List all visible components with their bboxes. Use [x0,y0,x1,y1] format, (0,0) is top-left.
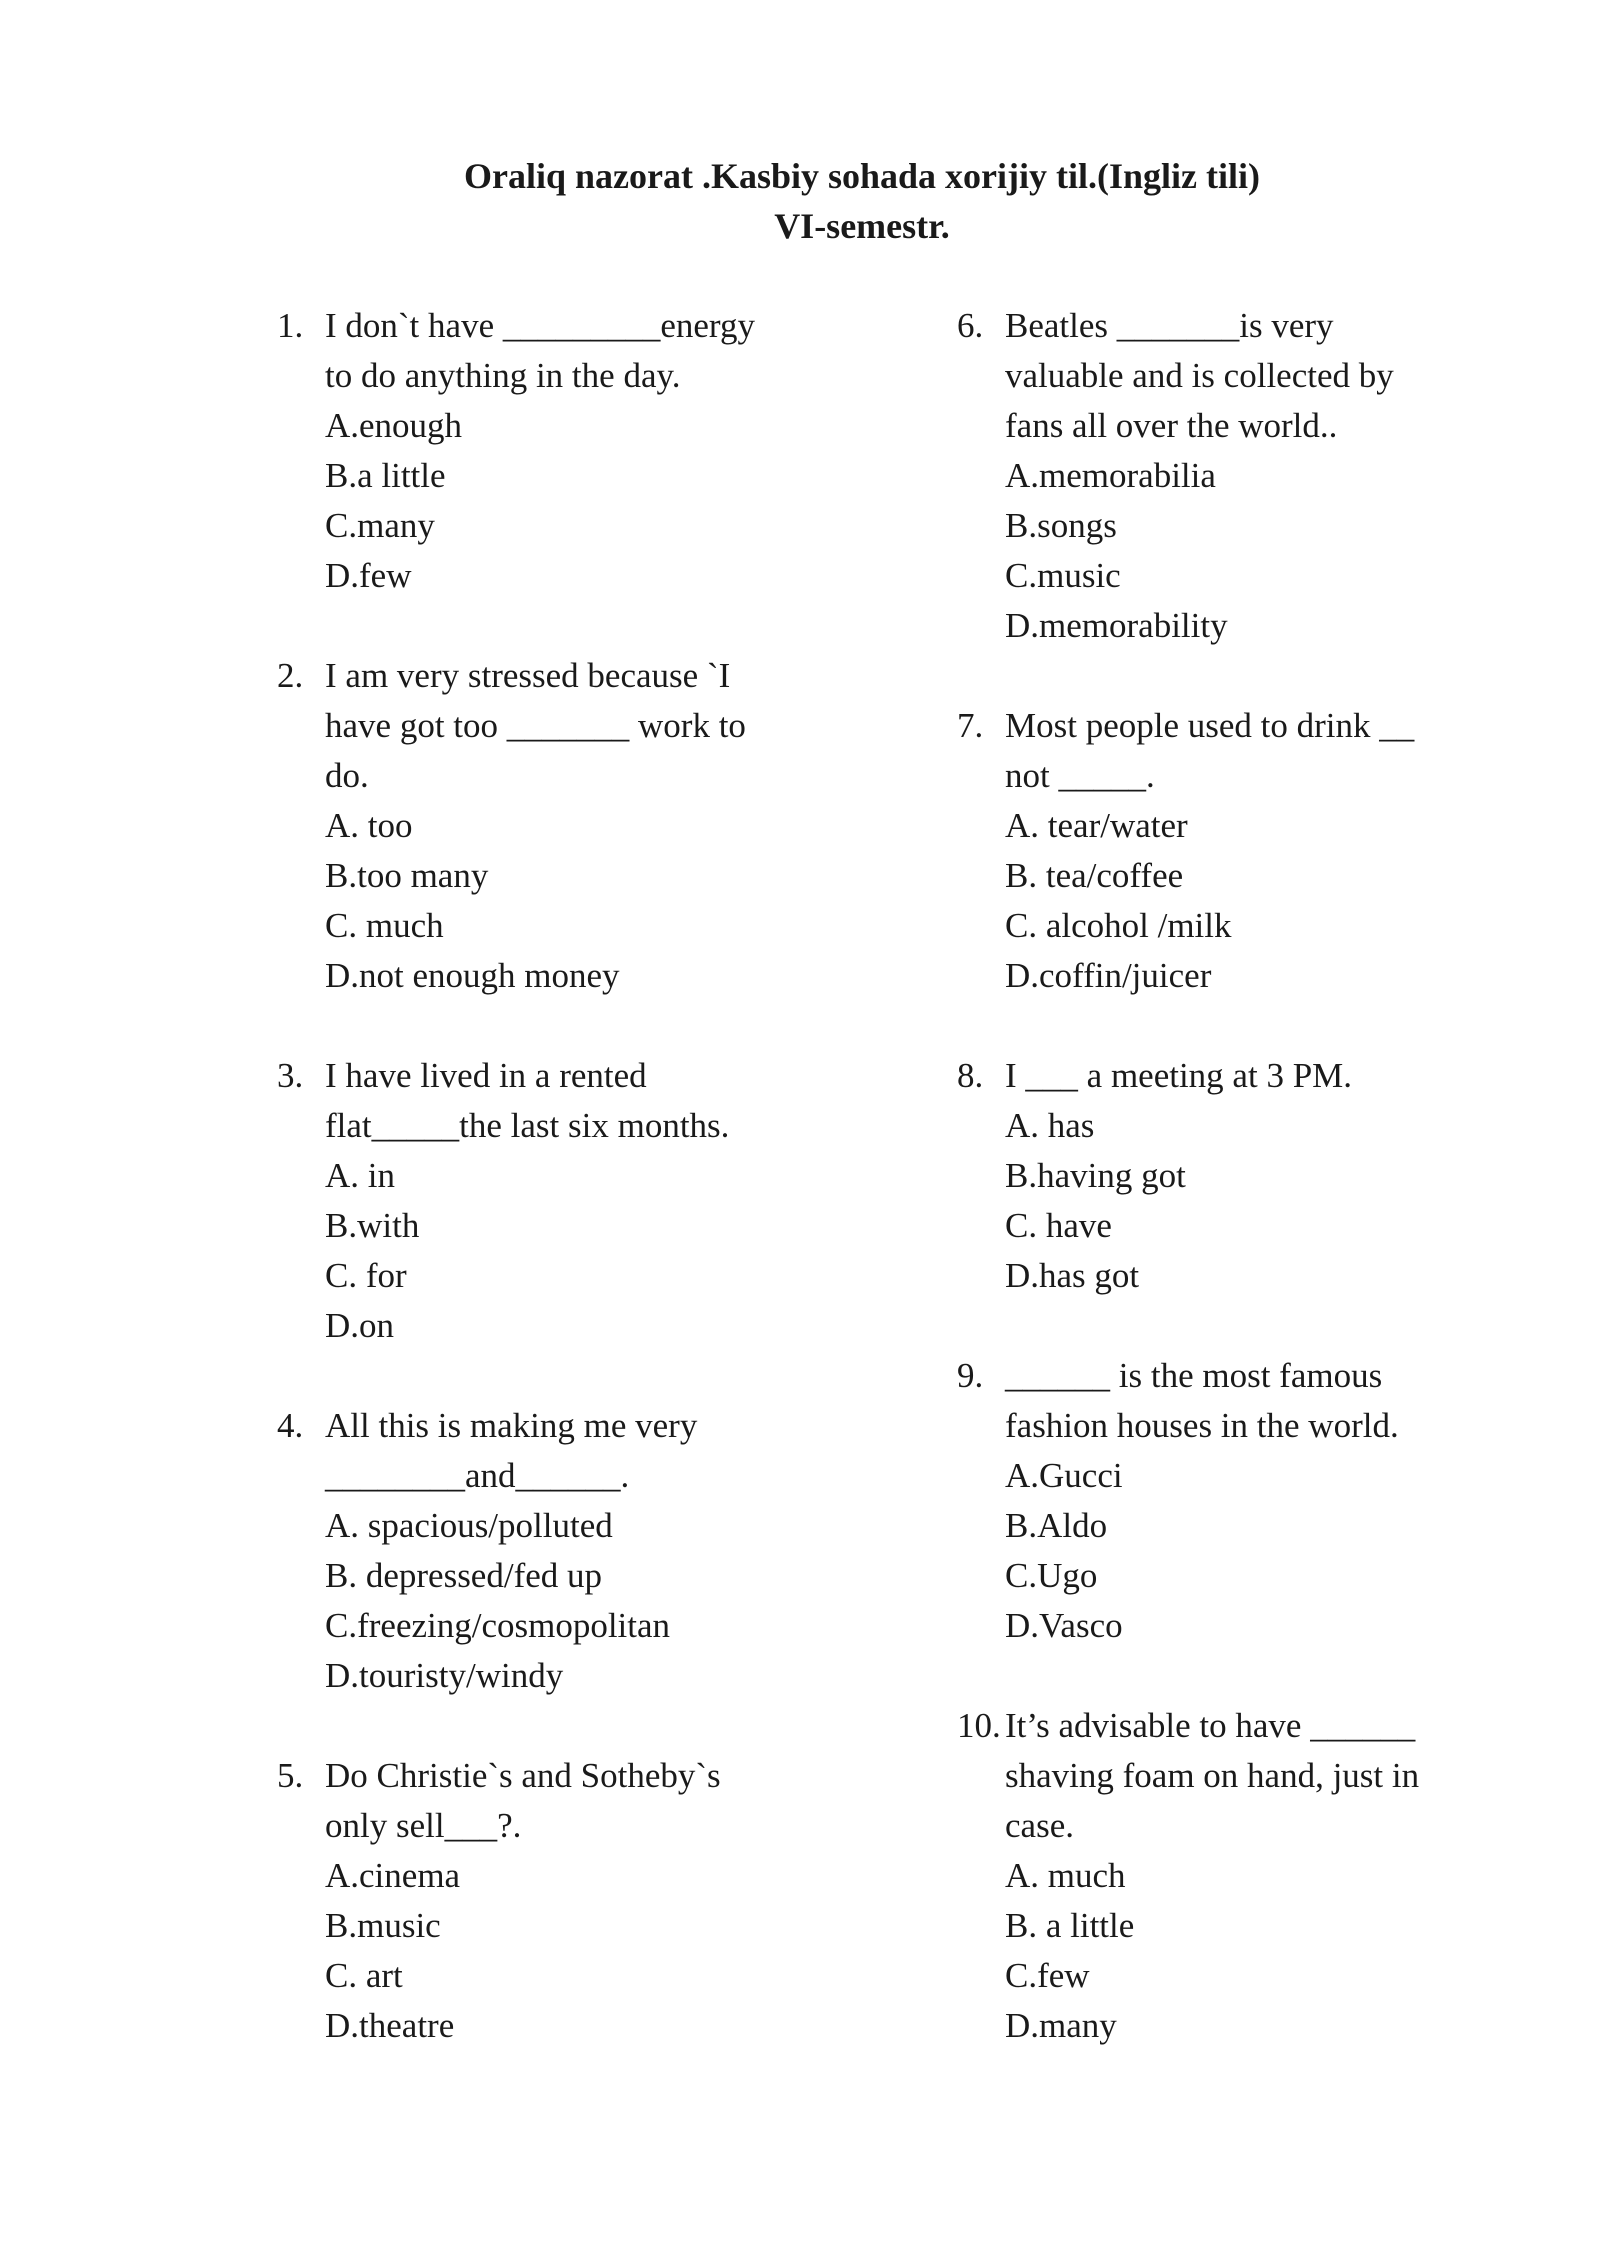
answer-option: D.has got [1005,1256,1140,1295]
question-stem: only sell___?. [325,1806,522,1845]
answer-option: D.memorability [1005,606,1228,645]
question-number: 5. [277,1756,304,1795]
answer-option: C.many [325,506,435,545]
answer-option: B.having got [1005,1156,1186,1195]
answer-option: C. alcohol /milk [1005,906,1232,945]
answer-option: C. much [325,906,444,945]
answer-option: B. depressed/fed up [325,1556,603,1595]
question-number: 1. [277,306,304,345]
question-stem: Most people used to drink __ [1005,706,1415,745]
answer-option: A. much [1005,1856,1126,1895]
question-number: 6. [957,306,984,345]
answer-option: C.Ugo [1005,1556,1098,1595]
question-stem: flat_____the last six months. [325,1106,730,1145]
question-stem: have got too _______ work to [325,706,746,745]
answer-option: A.memorabilia [1005,456,1216,495]
question-number: 2. [277,656,304,695]
question-stem: valuable and is collected by [1005,356,1394,395]
answer-option: A.enough [325,406,463,445]
answer-option: C. art [325,1956,403,1995]
question-number: 10. [957,1706,1001,1745]
answer-option: D.many [1005,2006,1117,2045]
answer-option: B.music [325,1906,441,1945]
answer-option: C.freezing/cosmopolitan [325,1606,671,1645]
answer-option: B. tea/coffee [1005,856,1184,895]
question-number: 7. [957,706,984,745]
answer-option: C.few [1005,1956,1090,1995]
question-stem: ______ is the most famous [1005,1356,1383,1395]
question-stem: do. [325,756,369,795]
answer-option: C. for [325,1256,407,1295]
question-stem: fans all over the world.. [1005,406,1338,445]
question-number: 4. [277,1406,304,1445]
question-number: 8. [957,1056,984,1095]
answer-option: A.Gucci [1005,1456,1123,1495]
question-number: 3. [277,1056,304,1095]
document-title: Oraliq nazorat .Kasbiy sohada xorijiy til.(Ingliz tili) [463,156,1260,196]
question-stem: shaving foam on hand, just in [1005,1756,1420,1795]
answer-option: D.Vasco [1005,1606,1123,1645]
answer-option: A.cinema [325,1856,461,1895]
question-stem: case. [1005,1806,1074,1845]
answer-option: B.a little [325,456,446,495]
question-stem: fashion houses in the world. [1005,1406,1399,1445]
answer-option: B.with [325,1206,420,1245]
question-stem: I am very stressed because `I [325,656,731,695]
answer-option: D.on [325,1306,395,1345]
answer-option: B.songs [1005,506,1117,545]
answer-option: C.music [1005,556,1121,595]
answer-option: B. a little [1005,1906,1135,1945]
answer-option: A. has [1005,1106,1095,1145]
question-stem: It’s advisable to have ______ [1005,1706,1416,1745]
answer-option: C. have [1005,1206,1112,1245]
document-subtitle: VI-semestr. [774,206,950,246]
answer-option: D.coffin/juicer [1005,956,1212,995]
answer-option: A. tear/water [1005,806,1188,845]
question-stem: I ___ a meeting at 3 PM. [1005,1056,1353,1095]
question-stem: I don`t have _________energy [325,306,755,345]
question-number: 9. [957,1356,984,1395]
answer-option: B.too many [325,856,489,895]
answer-option: D.touristy/windy [325,1656,564,1695]
answer-option: A. too [325,806,413,845]
question-stem: to do anything in the day. [325,356,681,395]
answer-option: D.not enough money [325,956,620,995]
question-stem: Beatles _______is very [1005,306,1334,345]
question-stem: not _____. [1005,756,1155,795]
question-stem: I have lived in a rented [325,1056,647,1095]
answer-option: D.few [325,556,412,595]
question-stem: All this is making me very [325,1406,698,1445]
answer-option: B.Aldo [1005,1506,1108,1545]
question-stem: ________and______. [325,1456,630,1495]
answer-option: A. spacious/polluted [325,1506,613,1545]
answer-option: D.theatre [325,2006,455,2045]
question-stem: Do Christie`s and Sotheby`s [325,1756,721,1795]
answer-option: A. in [325,1156,395,1195]
